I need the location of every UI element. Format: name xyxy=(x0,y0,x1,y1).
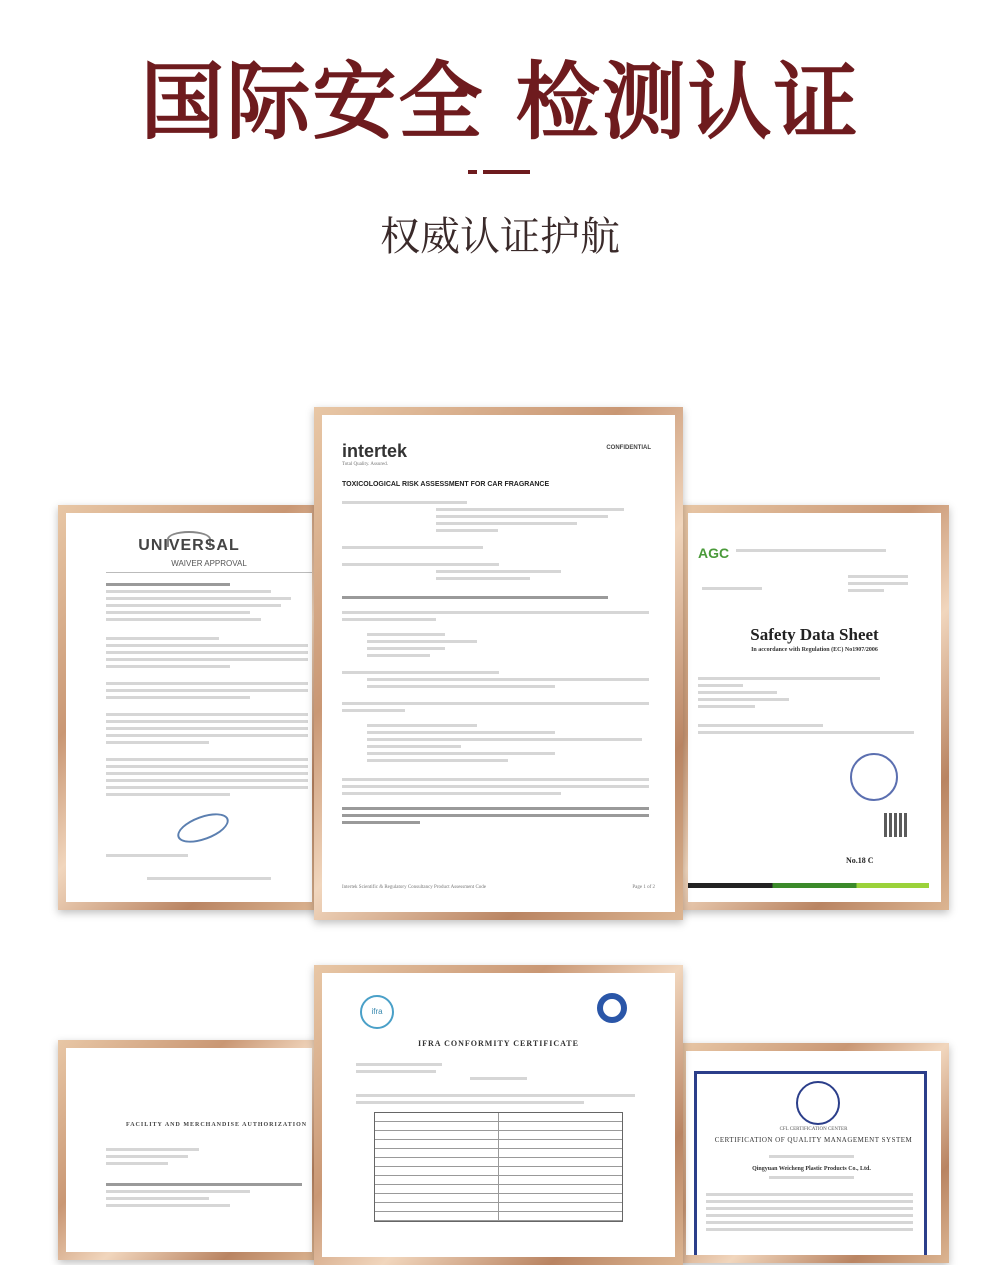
facility-title: FACILITY AND MERCHANDISE AUTHORIZATION xyxy=(126,1122,308,1128)
agc-stamp xyxy=(850,753,898,801)
intertek-tagline: Total Quality. Assured. xyxy=(342,462,388,467)
cfl-body xyxy=(706,1151,917,1235)
facility-body xyxy=(106,1144,312,1211)
sds-body xyxy=(698,673,925,738)
waiver-heading: WAIVER APPROVAL xyxy=(106,559,312,573)
cfl-title: CERTIFICATION OF QUALITY MANAGEMENT SYSTEM xyxy=(714,1136,913,1144)
sds-number: No.18 C xyxy=(846,856,874,865)
certificate-ifra xyxy=(314,965,683,1265)
ifra-logo: ifra xyxy=(360,995,394,1029)
title-divider xyxy=(468,170,530,174)
universal-logo: UNIVERSAL xyxy=(138,537,240,554)
intertek-footer xyxy=(342,885,655,890)
certificate-cfl-quality xyxy=(678,1043,949,1263)
intertek-report-title: TOXICOLOGICAL RISK ASSESSMENT FOR CAR FRAGRANCE xyxy=(342,481,550,488)
sds-subtitle: In accordance with Regulation (EC) No1907/2006 xyxy=(751,647,878,653)
qr-code-icon xyxy=(884,813,908,837)
certifier-logo-icon xyxy=(597,993,627,1023)
ifra-body xyxy=(356,1059,641,1222)
intertek-footer-left: Intertek Scientific & Regulatory Consultancy Product Assessment Code xyxy=(342,885,487,890)
cfl-center-name: CFL CERTIFICATION CENTER xyxy=(779,1127,848,1132)
intertek-logo: intertek xyxy=(342,441,408,461)
waiver-body xyxy=(66,573,312,880)
cfl-emblem-icon xyxy=(796,1081,840,1125)
certificate-agc-sds xyxy=(680,505,949,910)
intertek-page-number: Page 1 of 2 xyxy=(632,885,655,890)
ifra-category-table xyxy=(374,1112,623,1222)
signature xyxy=(174,807,233,848)
confidential-label: CONFIDENTIAL xyxy=(606,445,651,451)
sds-title: Safety Data Sheet xyxy=(750,625,879,644)
cfl-company: Qingyuan Weicheng Plastic Products Co., Ltd. xyxy=(752,1166,871,1172)
certificate-facility-authorization xyxy=(58,1040,320,1260)
agc-color-bar xyxy=(688,883,929,888)
agc-logo: AGC xyxy=(698,545,730,561)
ifra-title: IFRA CONFORMITY CERTIFICATE xyxy=(418,1039,579,1048)
page-title: 国际安全 检测认证 xyxy=(140,53,860,151)
certificate-universal-waiver xyxy=(58,505,320,910)
page-subtitle: 权威认证护航 xyxy=(380,214,620,260)
agc-header-line xyxy=(736,549,886,552)
intertek-report-body xyxy=(342,497,655,828)
certificate-intertek xyxy=(314,407,683,920)
